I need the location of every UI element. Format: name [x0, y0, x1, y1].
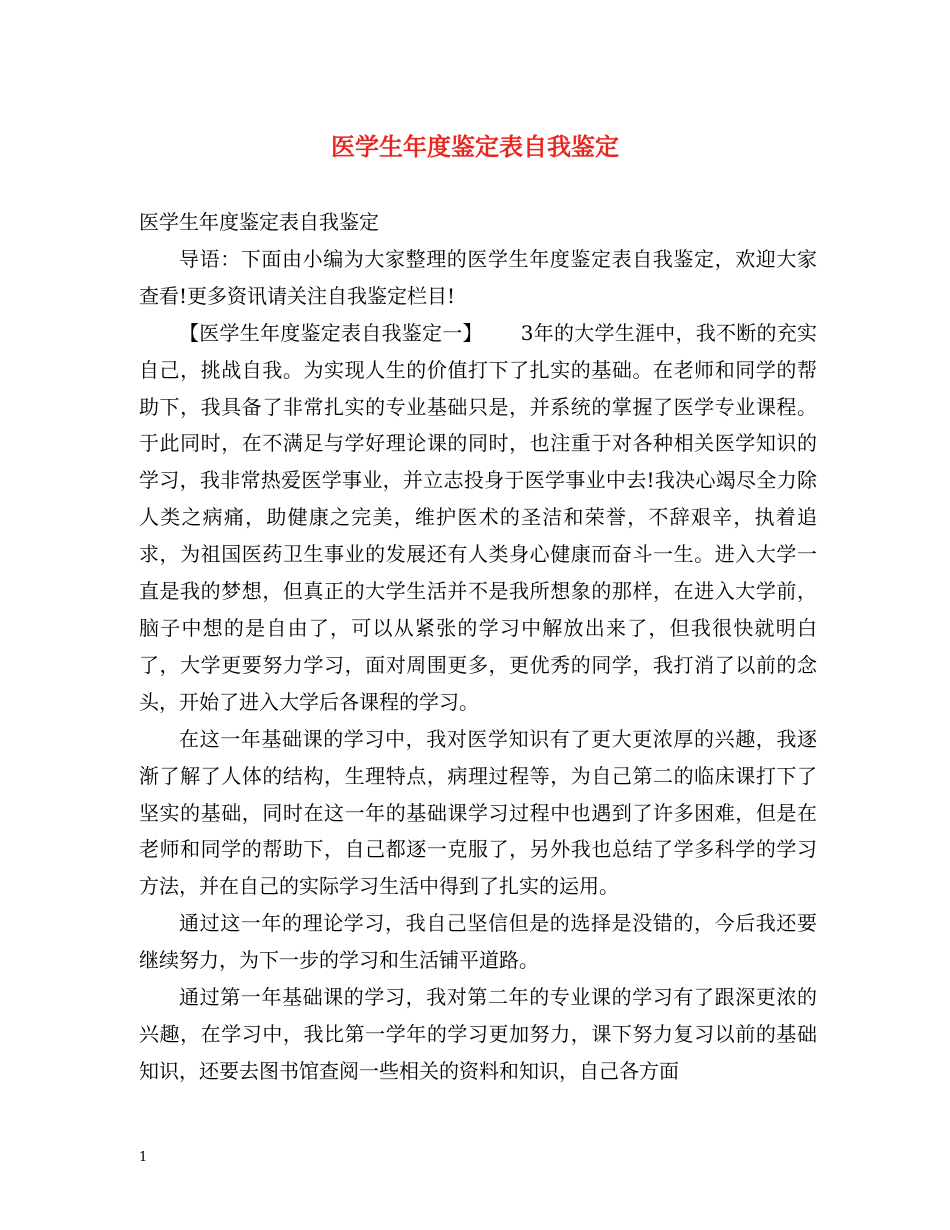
- section-heading: 【医学生年度鉴定表自我鉴定一】: [179, 320, 483, 345]
- body-paragraph-basic-courses: 在这一年基础课的学习中，我对医学知识有了更大更浓厚的兴趣，我逐渐了解了人体的结构，生理特点，病理过程等，为自己第二的临床课打下了坚实的基础，同时在这一年的基础课学习过程中也遇到了许多困难，但是在老师和同学的帮助下，自己都逐一克服了，另外我也总结了学多科学的学习方法，并在自己的实际学习生活中得到了扎实的运用。: [139, 726, 817, 899]
- document-title: 医学生年度鉴定表自我鉴定: [331, 132, 619, 161]
- page-number: 1: [139, 1150, 148, 1165]
- body-paragraph-subtitle: 医学生年度鉴定表自我鉴定: [139, 210, 379, 234]
- document-body: [139, 204, 817, 1090]
- section-one-text: 3年的大学生涯中，我不断的充实自己，挑战自我。为实现人生的价值打下了扎实的基础。在老师和同学的帮助下，我具备了非常扎实的专业基础只是，并系统的掌握了医学专业课程。于此同时，在不满足与学好理论课的同时，也注重于对各种相关医学知识的学习，我非常热爱医学事业，并立志投身于医学事业中去!我决心竭尽全力除人类之病痛，助健康之完美，维护医术的圣洁和荣誉，不辞艰辛，执着追求，为祖国医药卫生事业的发展还有人类身心健康而奋斗一生。进入大学一直是我的梦想，但真正的大学生活并不是我所想象的那样，在进入大学前，脑子中想的是自由了，可以从紧张的学习中解放出来了，但我很快就明白了，大学更要努力学习，面对周围更多，更优秀的同学，我打消了以前的念头，开始了进入大学后各课程的学习。: [139, 320, 817, 714]
- body-paragraph-section-one: [139, 315, 817, 721]
- body-paragraph-theory: 通过这一年的理论学习，我自己坚信但是的选择是没错的，今后我还要继续努力，为下一步的学习和生活铺平道路。: [139, 911, 817, 973]
- body-paragraph-intro: 导语：下面由小编为大家整理的医学生年度鉴定表自我鉴定，欢迎大家查看!更多资讯请关注自我鉴定栏目!: [139, 246, 817, 308]
- body-paragraph-second-year: 通过第一年基础课的学习，我对第二年的专业课的学习有了跟深更浓的兴趣，在学习中，我比第一学年的学习更加努力，课下努力复习以前的基础知识，还要去图书馆查阅一些相关的资料和知识，自己各方面: [139, 985, 817, 1083]
